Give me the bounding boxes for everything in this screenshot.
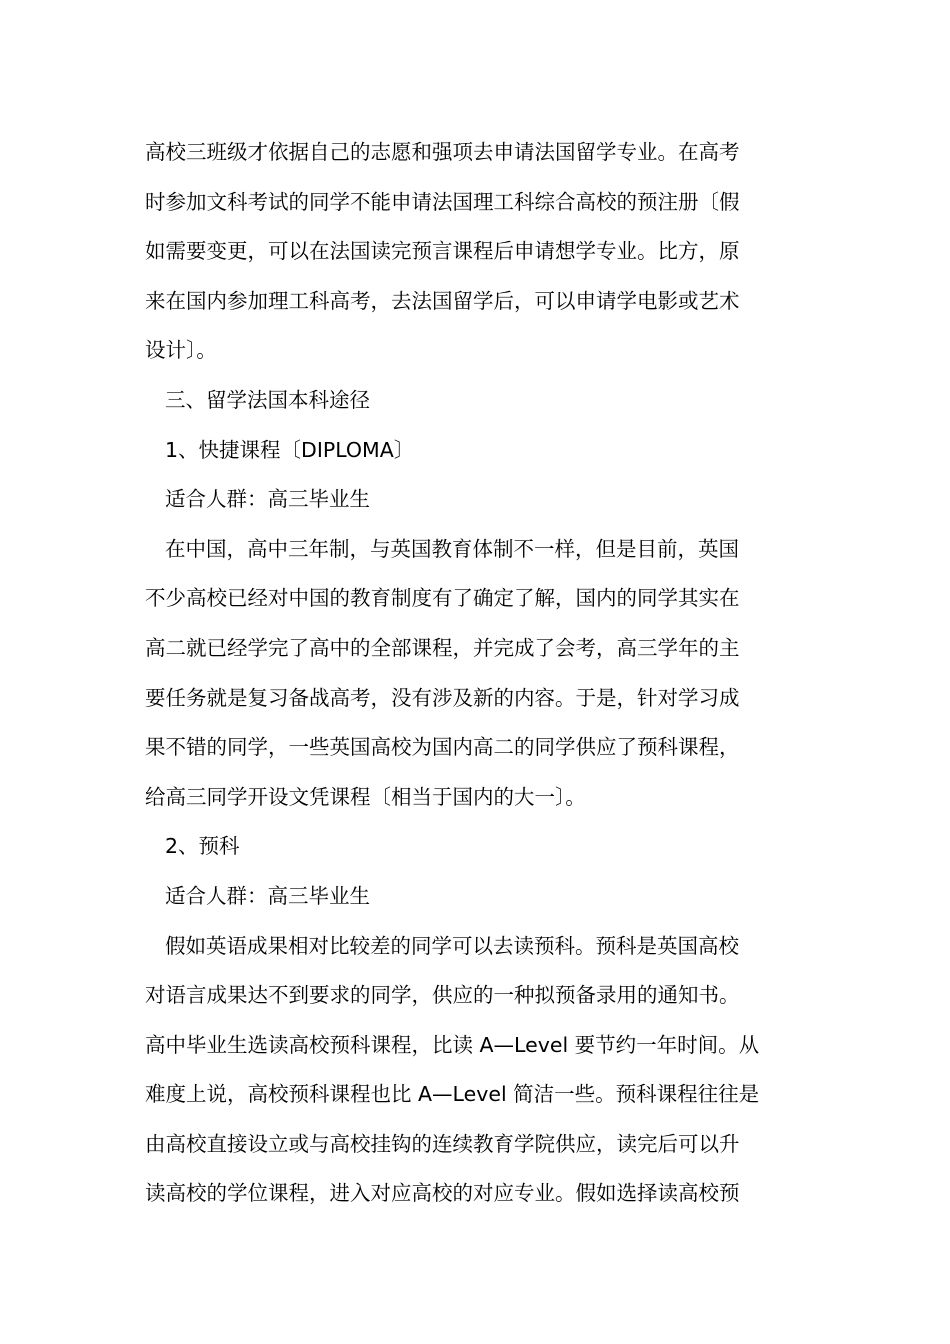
document-body (145, 128, 809, 1219)
text-line: 在中国，高中三年制，与英国教育体制不一样，但是目前，英国 (165, 536, 739, 561)
subheading-foundation (145, 822, 809, 872)
text-line: 时参加文科考试的同学不能申请法国理工科综合高校的预注册〔假 (145, 189, 740, 214)
text-line: 来在国内参加理工科高考，去法国留学后，可以申请学电影或艺术 (145, 288, 740, 313)
text-line: 要任务就是复习备战高考，没有涉及新的内容。于是，针对学习成 (145, 685, 740, 710)
text-line: 高校三班级才依据自己的志愿和强项去申请法国留学专业。在高考 (145, 140, 740, 164)
text-line: 难度上说，高校预科课程也比 A—Level 简洁一些。预科课程往往是 (145, 1082, 760, 1107)
text-line: 三、留学法国本科途径 (165, 387, 370, 412)
text-line: 读高校的学位课程，进入对应高校的对应专业。假如选择读高校预 (145, 1181, 740, 1206)
text-line: 假如英语成果相对比较差的同学可以去读预科。预科是英国高校 (165, 933, 739, 958)
text-line: 高二就已经学完了高中的全部课程，并完成了会考，高三学年的主 (145, 635, 740, 660)
paragraph-foundation-info (145, 922, 809, 1220)
text-line: 适合人群：高三毕业生 (165, 883, 370, 908)
audience-label-1 (145, 475, 809, 525)
text-line: 适合人群：高三毕业生 (165, 487, 370, 512)
paragraph-diploma-info (145, 525, 809, 823)
text-line: 不少高校已经对中国的教育制度有了确定了解，国内的同学其实在 (145, 586, 740, 611)
text-line: 对语言成果达不到要求的同学，供应的一种拟预备录用的通知书。 (145, 983, 740, 1008)
text-line: 设计〕。 (145, 338, 217, 363)
subheading-diploma (145, 426, 809, 476)
text-line: 2、预科 (165, 834, 240, 859)
text-line: 给高三同学开设文凭课程〔相当于国内的大一〕。 (145, 784, 586, 809)
text-line: 如需要变更，可以在法国读完预言课程后申请想学专业。比方，原 (145, 239, 740, 264)
text-line: 高中毕业生选读高校预科课程，比读 A—Level 要节约一年时间。从 (145, 1032, 760, 1057)
text-line: 1、快捷课程〔DIPLOMA〕 (165, 437, 415, 462)
paragraph-application-info (145, 128, 809, 376)
audience-label-2 (145, 872, 809, 922)
section-heading-3 (145, 376, 809, 426)
text-line: 果不错的同学，一些英国高校为国内高二的同学供应了预科课程， (145, 735, 740, 760)
text-line: 由高校直接设立或与高校挂钩的连续教育学院供应，读完后可以升 (145, 1131, 740, 1156)
